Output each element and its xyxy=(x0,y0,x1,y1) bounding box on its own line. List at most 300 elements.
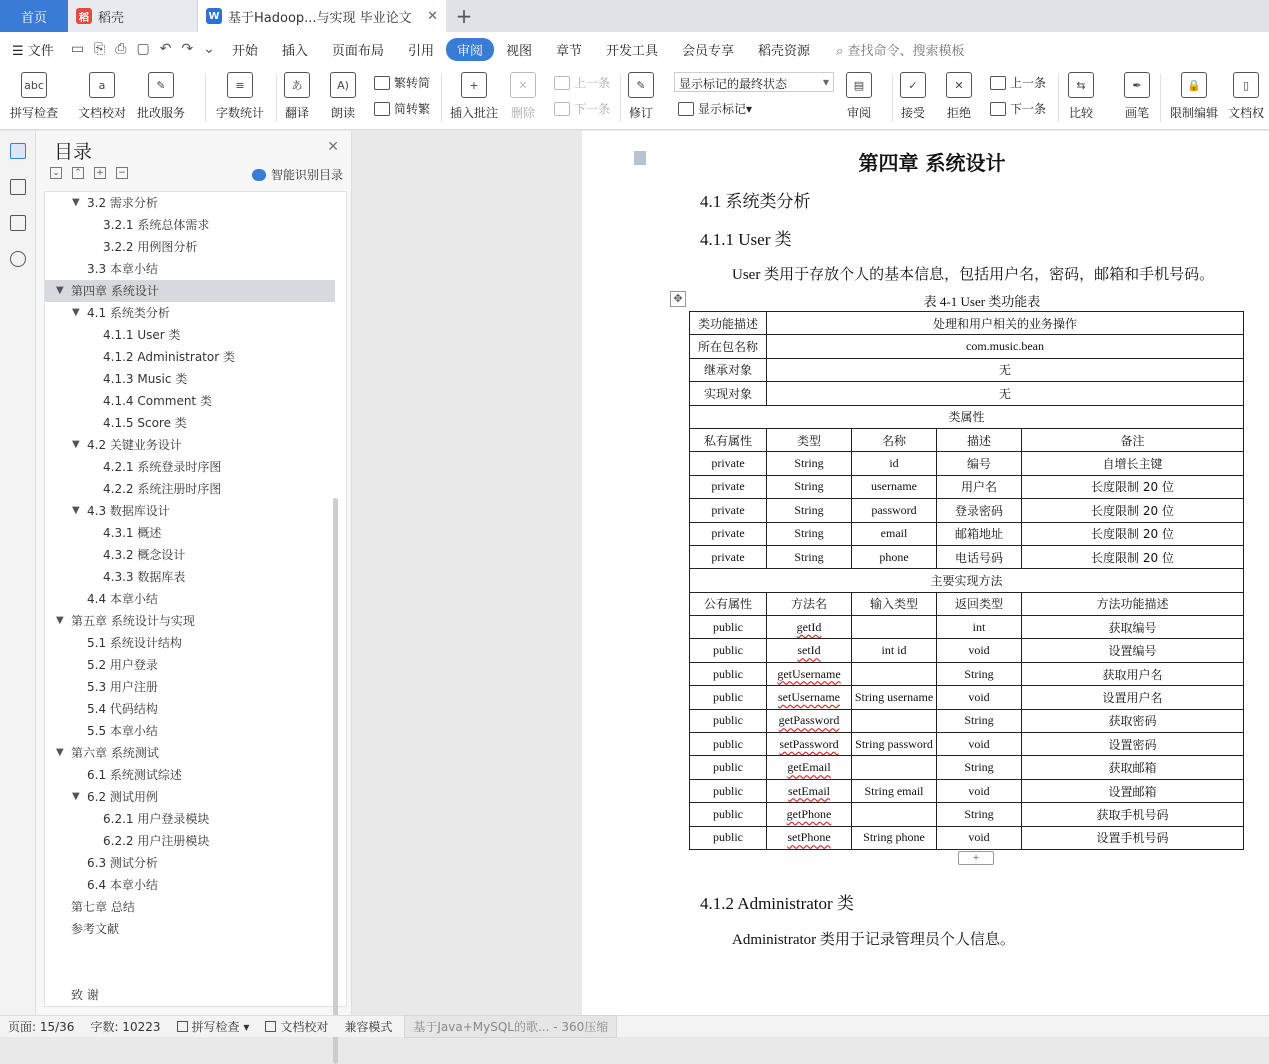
insert-comment-label: 插入批注 xyxy=(450,106,499,120)
heading-4-1: 4.1 系统类分析 xyxy=(700,192,811,211)
toc-item[interactable] xyxy=(45,742,335,764)
redo-icon[interactable]: ↷ xyxy=(181,41,194,57)
method-name: getEmail xyxy=(787,760,831,775)
show-markup-button[interactable]: 显示标记 ▾ xyxy=(678,100,752,117)
table-cell: 获取邮箱 xyxy=(1022,756,1244,779)
toc-item[interactable] xyxy=(45,236,335,258)
table-cell: 无 xyxy=(767,358,1244,381)
toc-item-label: 4.2 关键业务设计 xyxy=(87,438,182,452)
chevron-down-icon[interactable]: ▼ xyxy=(56,285,64,296)
menu-review[interactable]: 审阅 xyxy=(446,38,494,61)
toc-item[interactable] xyxy=(45,412,335,434)
menu-start[interactable]: 开始 xyxy=(231,43,258,59)
toc-item-label: 参考文献 xyxy=(71,922,120,936)
table-row xyxy=(690,826,1244,849)
simp-to-trad-label: 简转繁 xyxy=(394,102,431,116)
word-count-button[interactable] xyxy=(216,72,264,121)
toc-item-label: 4.3 数据库设计 xyxy=(87,504,170,518)
table-cell: private xyxy=(690,545,767,568)
doc-permission-button[interactable] xyxy=(1228,72,1264,121)
chevron-down-icon[interactable]: ▼ xyxy=(72,439,80,450)
table-cell: 长度限制 20 位 xyxy=(1022,522,1244,545)
toc-item-label: 4.1.2 Administrator 类 xyxy=(103,350,235,364)
table-cell: 自增长主键 xyxy=(1022,452,1244,475)
method-name: setUsername xyxy=(778,689,840,704)
toc-item[interactable] xyxy=(45,984,335,1006)
table-cell: private xyxy=(690,522,767,545)
show-markup-icon xyxy=(678,102,694,116)
menu-bar xyxy=(0,32,1269,66)
table-cell: 名称 xyxy=(852,428,937,451)
more-icon[interactable]: ⌄ xyxy=(203,41,215,57)
toc-scrollbar[interactable] xyxy=(333,498,338,1064)
chevron-down-icon[interactable]: ▼ xyxy=(72,307,80,318)
chevron-down-icon[interactable]: ▼ xyxy=(72,791,80,802)
table-cell: 设置用户名 xyxy=(1022,686,1244,709)
review-ribbon xyxy=(0,66,1269,130)
menu-insert[interactable]: 插入 xyxy=(281,43,308,59)
table-header-row xyxy=(690,592,1244,615)
toc-item[interactable] xyxy=(45,302,335,324)
table-cell: 实现对象 xyxy=(690,382,767,405)
spell-check-icon: abc xyxy=(21,72,47,98)
table-cell: public xyxy=(690,686,767,709)
toc-item[interactable] xyxy=(45,852,335,874)
prev-change-icon xyxy=(990,76,1006,90)
reject-button[interactable] xyxy=(946,72,972,121)
chapter-heading: 第四章 系统设计 xyxy=(858,151,1006,175)
toc-item[interactable] xyxy=(45,786,335,808)
table-cell: 公有属性 xyxy=(690,592,767,615)
table-cell: int xyxy=(937,616,1022,639)
remove-heading-icon[interactable]: − xyxy=(116,167,128,179)
toc-item[interactable] xyxy=(45,654,335,676)
toc-item[interactable] xyxy=(45,676,335,698)
insert-comment-icon: + xyxy=(461,72,487,98)
table-cell xyxy=(852,662,937,685)
export-icon[interactable]: ⎘ xyxy=(94,41,106,57)
print-icon[interactable]: ⎙ xyxy=(115,41,127,57)
toc-item-label: 4.3.3 数据库表 xyxy=(103,570,186,584)
toc-item[interactable] xyxy=(45,214,335,236)
table-cell: 长度限制 20 位 xyxy=(1022,545,1244,568)
markup-state-select[interactable] xyxy=(674,72,834,92)
compare-label: 比较 xyxy=(1068,106,1093,120)
method-name: getUsername xyxy=(777,666,841,681)
table-cell: 获取编号 xyxy=(1022,616,1244,639)
table-cell: String username xyxy=(852,686,937,709)
table-cell: email xyxy=(852,522,937,545)
pen-button[interactable] xyxy=(1124,72,1150,121)
table-row xyxy=(690,686,1244,709)
chevron-down-icon[interactable]: ▼ xyxy=(56,747,64,758)
toc-item[interactable] xyxy=(45,940,335,962)
method-name: setPhone xyxy=(787,830,831,845)
file-menu[interactable]: ☰ 文件 xyxy=(12,43,54,59)
simp-to-trad-button[interactable] xyxy=(374,100,430,117)
menu-section[interactable]: 章节 xyxy=(555,43,582,59)
trad-to-simp-button[interactable] xyxy=(374,74,430,91)
spell-check-status-label: 拼写检查 xyxy=(191,1020,240,1034)
doc-permission-icon: ▯ xyxy=(1233,72,1259,98)
doc-proof-button[interactable] xyxy=(78,72,126,121)
pen-icon: ✒ xyxy=(1124,72,1150,98)
table-cell: id xyxy=(852,452,937,475)
undo-icon[interactable]: ↶ xyxy=(159,41,172,57)
table-cell: void xyxy=(937,779,1022,802)
toc-item-label: 致 谢 xyxy=(71,988,99,1002)
toc-list xyxy=(45,192,335,1006)
toc-item-label: 6.3 测试分析 xyxy=(87,856,158,870)
next-change-icon xyxy=(990,102,1006,116)
expand-up-icon[interactable]: ⌃ xyxy=(72,167,84,179)
table-cell: 登录密码 xyxy=(937,499,1022,522)
toc-item[interactable] xyxy=(45,500,335,522)
table-cell: public xyxy=(690,709,767,732)
table-cell: public xyxy=(690,779,767,802)
toc-item[interactable] xyxy=(45,346,335,368)
chevron-down-icon[interactable]: ▼ xyxy=(72,505,80,516)
prev-comment-icon xyxy=(554,76,570,90)
table-cell: 获取手机号码 xyxy=(1022,803,1244,826)
next-change-button[interactable] xyxy=(990,100,1046,117)
read-aloud-button[interactable] xyxy=(330,72,356,121)
tab-home[interactable]: 首页 xyxy=(0,0,68,32)
table-cell: public xyxy=(690,826,767,849)
table-row xyxy=(690,382,1244,405)
word-count-label: 字数统计 xyxy=(216,106,265,120)
ribbon-divider xyxy=(1058,74,1059,122)
toc-item-label: 5.2 用户登录 xyxy=(87,658,158,672)
collapse-all-icon[interactable]: ⌄ xyxy=(50,167,62,179)
toc-item[interactable] xyxy=(45,324,335,346)
toc-item[interactable] xyxy=(45,566,335,588)
toc-item-label: 6.2 测试用例 xyxy=(87,790,158,804)
file-menu-label: 文件 xyxy=(27,43,54,59)
table-row xyxy=(690,639,1244,662)
table-cell xyxy=(767,826,852,849)
restrict-edit-label: 限制编辑 xyxy=(1170,106,1219,120)
toc-item-label: 4.2.1 系统登录时序图 xyxy=(103,460,222,474)
table-row xyxy=(690,312,1244,335)
next-change-label: 下一条 xyxy=(1010,102,1047,116)
method-name: getId xyxy=(796,619,822,634)
spell-check-label: 拼写检查 xyxy=(10,106,59,120)
table-cell: 输入类型 xyxy=(852,592,937,615)
toc-item-label: 5.1 系统设计结构 xyxy=(87,636,182,650)
checkbox-icon xyxy=(265,1021,276,1032)
method-name: setPassword xyxy=(779,736,839,751)
table-cell: 所在包名称 xyxy=(690,335,767,358)
table-caption: 表 4-1 User 类功能表 xyxy=(923,294,1041,309)
accept-button[interactable] xyxy=(900,72,926,121)
toc-item[interactable] xyxy=(45,390,335,412)
table-cell xyxy=(767,709,852,732)
trad-to-simp-icon xyxy=(374,76,390,90)
close-tab-icon[interactable]: ✕ xyxy=(427,8,438,24)
delete-comment-icon: ✕ xyxy=(510,72,536,98)
table-cell: void xyxy=(937,826,1022,849)
toc-item[interactable] xyxy=(45,632,335,654)
toc-nav-icon[interactable] xyxy=(10,143,26,159)
menu-layout[interactable]: 页面布局 xyxy=(331,43,384,59)
table-cell: private xyxy=(690,499,767,522)
table-cell xyxy=(767,733,852,756)
table-cell: 方法功能描述 xyxy=(1022,592,1244,615)
toc-item-label: 4.1 系统类分析 xyxy=(87,306,170,320)
ribbon-divider xyxy=(1160,74,1161,122)
method-name: setId xyxy=(797,643,821,658)
table-cell xyxy=(767,662,852,685)
table-section-row xyxy=(690,405,1244,428)
toc-item[interactable] xyxy=(45,280,335,302)
delete-comment-button[interactable] xyxy=(510,72,536,121)
word-count[interactable]: 字数: 10223 xyxy=(90,1020,161,1034)
ribbon-divider xyxy=(205,74,206,122)
table-cell: public xyxy=(690,803,767,826)
tab-bar xyxy=(0,0,1269,32)
toc-item-label: 6.2.1 用户登录模块 xyxy=(103,812,210,826)
insert-comment-button[interactable] xyxy=(450,72,498,121)
toc-item-label: 5.4 代码结构 xyxy=(87,702,158,716)
table-cell: String xyxy=(937,756,1022,779)
toc-item[interactable] xyxy=(45,456,335,478)
method-name: getPassword xyxy=(778,713,840,728)
close-toc-icon[interactable]: ✕ xyxy=(327,139,339,155)
tab-daoke-label: 稻壳 xyxy=(98,10,125,26)
tab-daoke[interactable] xyxy=(68,0,198,32)
toc-item[interactable] xyxy=(45,258,335,280)
review-pane-label: 审阅 xyxy=(846,106,871,120)
user-class-table xyxy=(689,311,1244,850)
doc-proof-status[interactable] xyxy=(257,1018,336,1035)
menu-member[interactable]: 会员专享 xyxy=(682,43,735,59)
spell-check-toggle[interactable]: 拼写检查 ▾ xyxy=(169,1018,258,1035)
prev-change-button[interactable] xyxy=(990,74,1046,91)
ribbon-divider xyxy=(620,74,621,122)
table-cell: 电话号码 xyxy=(937,545,1022,568)
table-cell: 处理和用户相关的业务操作 xyxy=(767,312,1244,335)
table-cell xyxy=(852,756,937,779)
table-row xyxy=(690,335,1244,358)
reject-icon: ✕ xyxy=(946,72,972,98)
toc-item[interactable] xyxy=(45,698,335,720)
translate-button[interactable] xyxy=(284,72,310,121)
toc-item[interactable] xyxy=(45,434,335,456)
toc-item[interactable] xyxy=(45,830,335,852)
table-cell: 无 xyxy=(767,382,1244,405)
toc-item-label: 3.3 本章小结 xyxy=(87,262,158,276)
toc-item-label: 6.1 系统测试综述 xyxy=(87,768,182,782)
page-indicator[interactable]: 页面: 15/36 xyxy=(8,1020,75,1034)
menu-references[interactable]: 引用 xyxy=(407,43,434,59)
table-cell: String xyxy=(767,545,852,568)
table-cell: 备注 xyxy=(1022,428,1244,451)
toc-tools xyxy=(50,167,128,179)
toc-item[interactable] xyxy=(45,896,335,918)
table-row xyxy=(690,662,1244,685)
table-cell: int id xyxy=(852,639,937,662)
table-cell: String xyxy=(767,499,852,522)
menu-daoke-resources[interactable]: 稻壳资源 xyxy=(758,43,811,59)
table-row xyxy=(690,709,1244,732)
table-cell: 长度限制 20 位 xyxy=(1022,499,1244,522)
document-page[interactable] xyxy=(582,131,1269,1015)
toc-item-label: 第六章 系统测试 xyxy=(71,746,159,760)
toc-item-label: 第五章 系统设计与实现 xyxy=(71,614,195,628)
toc-item-label: 3.2.1 系统总体需求 xyxy=(103,218,210,232)
table-cell: String password xyxy=(852,733,937,756)
next-comment-button[interactable] xyxy=(554,100,610,117)
doc-proof-icon: a xyxy=(89,72,115,98)
table-section-header: 类属性 xyxy=(690,405,1244,428)
chevron-down-icon[interactable]: ▼ xyxy=(56,615,64,626)
add-heading-icon[interactable]: + xyxy=(94,167,106,179)
doc-proof-status-label: 文档校对 xyxy=(280,1020,329,1034)
table-cell: password xyxy=(852,499,937,522)
toc-title: 目录 xyxy=(54,141,93,163)
toc-item[interactable] xyxy=(45,764,335,786)
table-row xyxy=(690,499,1244,522)
table-cell: String xyxy=(937,803,1022,826)
review-pane-icon: ▤ xyxy=(846,72,872,98)
accept-label: 接受 xyxy=(900,106,925,120)
toc-item[interactable] xyxy=(45,522,335,544)
table-cell: String xyxy=(767,475,852,498)
table-cell: void xyxy=(937,639,1022,662)
table-cell xyxy=(852,709,937,732)
next-comment-label: 下一条 xyxy=(574,102,611,116)
toc-item[interactable] xyxy=(45,918,335,940)
table-row xyxy=(690,475,1244,498)
simp-to-trad-icon xyxy=(374,102,390,116)
table-header-row xyxy=(690,428,1244,451)
review-pane-button[interactable] xyxy=(846,72,872,121)
batch-service-button[interactable] xyxy=(137,72,185,121)
toc-item[interactable] xyxy=(45,874,335,896)
toc-item[interactable] xyxy=(45,478,335,500)
taskbar-hint[interactable]: 基于Java+MySQL的歌... - 360压缩 xyxy=(404,1015,617,1038)
table-row xyxy=(690,733,1244,756)
word-count-icon: ≡ xyxy=(227,72,253,98)
batch-service-label: 批改服务 xyxy=(137,106,186,120)
menu-view[interactable]: 视图 xyxy=(505,43,532,59)
table-cell: phone xyxy=(852,545,937,568)
table-cell: public xyxy=(690,662,767,685)
toc-item-label: 4.2.2 系统注册时序图 xyxy=(103,482,222,496)
smart-toc-button[interactable] xyxy=(252,166,343,183)
toc-item-label: 4.1.3 Music 类 xyxy=(103,372,188,386)
menu-developer[interactable]: 开发工具 xyxy=(606,43,659,59)
preview-icon[interactable]: ▢ xyxy=(136,41,150,57)
smart-toc-label: 智能识别目录 xyxy=(270,168,343,182)
bookmark-icon[interactable] xyxy=(10,215,26,231)
toc-item[interactable] xyxy=(45,368,335,390)
compat-mode: 兼容模式 xyxy=(344,1020,393,1034)
search-icon[interactable] xyxy=(10,251,26,267)
save-icon[interactable]: ▭ xyxy=(70,41,85,57)
table-cell: 编号 xyxy=(937,452,1022,475)
toc-item-label: 第四章 系统设计 xyxy=(71,284,159,298)
table-row xyxy=(690,545,1244,568)
table-cell xyxy=(767,639,852,662)
toc-item[interactable] xyxy=(45,962,335,984)
table-cell: 用户名 xyxy=(937,475,1022,498)
delete-comment-label: 删除 xyxy=(510,106,535,120)
revise-icon: ✎ xyxy=(628,72,654,98)
ai-icon xyxy=(252,169,266,181)
reject-label: 拒绝 xyxy=(946,106,971,120)
new-tab-button[interactable]: + xyxy=(455,4,473,28)
lock-icon: 🔒 xyxy=(1181,72,1207,98)
toc-item[interactable] xyxy=(45,192,335,214)
chevron-down-icon[interactable]: ▼ xyxy=(72,197,80,208)
toc-item-label: 5.5 本章小结 xyxy=(87,724,158,738)
restrict-edit-button[interactable] xyxy=(1170,72,1218,121)
toc-item-label: 3.2 需求分析 xyxy=(87,196,158,210)
tab-document[interactable] xyxy=(198,0,446,32)
toc-item-label: 6.4 本章小结 xyxy=(87,878,158,892)
doc-proof-label: 文档校对 xyxy=(78,106,127,120)
spell-check-button[interactable] xyxy=(10,72,58,121)
revise-button[interactable] xyxy=(628,72,654,121)
table-cell: 设置手机号码 xyxy=(1022,826,1244,849)
doc-permission-label: 文档权 xyxy=(1228,106,1265,120)
table-cell: public xyxy=(690,733,767,756)
toc-item[interactable] xyxy=(45,544,335,566)
toc-item[interactable] xyxy=(45,610,335,632)
table-move-handle-icon[interactable]: ✥ xyxy=(670,291,686,307)
toc-item[interactable] xyxy=(45,720,335,742)
chapter-nav-icon[interactable] xyxy=(10,179,26,195)
table-row xyxy=(690,616,1244,639)
method-name: getPhone xyxy=(786,806,832,821)
accept-icon: ✓ xyxy=(900,72,926,98)
compare-button[interactable] xyxy=(1068,72,1094,121)
toc-panel xyxy=(36,131,352,1015)
read-aloud-label: 朗读 xyxy=(330,106,355,120)
toc-item[interactable] xyxy=(45,588,335,610)
ribbon-divider xyxy=(276,74,277,122)
table-cell: String xyxy=(937,709,1022,732)
table-row xyxy=(690,358,1244,381)
compare-icon: ⇆ xyxy=(1068,72,1094,98)
prev-comment-button[interactable] xyxy=(554,74,610,91)
read-aloud-icon: A) xyxy=(330,72,356,98)
heading-4-1-1: 4.1.1 User 类 xyxy=(700,230,792,249)
toc-item[interactable] xyxy=(45,808,335,830)
toc-item-label: 3.2.2 用例图分析 xyxy=(103,240,198,254)
table-cell: void xyxy=(937,686,1022,709)
command-search[interactable]: ⌕ 查找命令、搜索模板 xyxy=(836,43,965,59)
table-cell: private xyxy=(690,475,767,498)
command-search-label: 查找命令、搜索模板 xyxy=(847,43,965,59)
checkbox-icon xyxy=(177,1021,188,1032)
table-cell: 私有属性 xyxy=(690,428,767,451)
table-cell xyxy=(852,803,937,826)
table-cell xyxy=(852,616,937,639)
heading-4-1-2: 4.1.2 Administrator 类 xyxy=(700,894,854,913)
table-cell xyxy=(767,686,852,709)
word-doc-icon: W xyxy=(206,8,222,24)
toc-item-label: 4.3.2 概念设计 xyxy=(103,548,186,562)
toc-item-label: 6.2.2 用户注册模块 xyxy=(103,834,210,848)
add-table-row-button[interactable]: + xyxy=(958,851,994,865)
translate-icon: あ xyxy=(284,72,310,98)
table-cell xyxy=(767,803,852,826)
table-section-header: 主要实现方法 xyxy=(690,569,1244,592)
method-name: setEmail xyxy=(788,783,830,798)
